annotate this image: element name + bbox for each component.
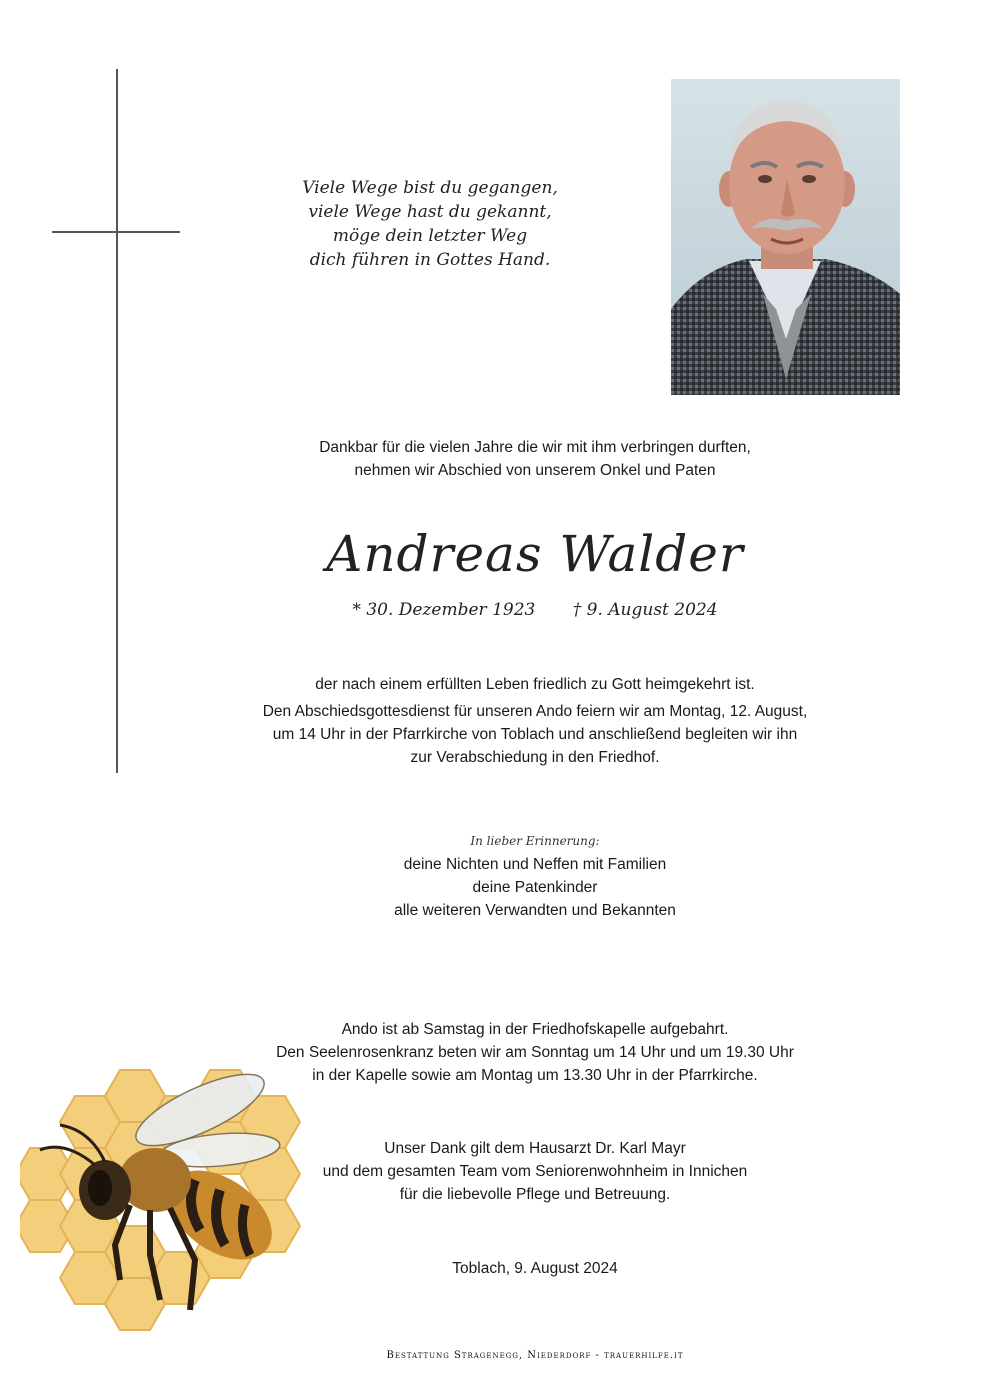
poem bbox=[200, 176, 660, 272]
intro-line: nehmen wir Abschied von unserem Onkel und Paten bbox=[354, 462, 716, 479]
death-date: † 9. August 2024 bbox=[572, 600, 718, 620]
mourner-line: deine Nichten und Neffen mit Familien bbox=[403, 856, 667, 873]
bee-honeycomb-illustration bbox=[20, 1030, 330, 1340]
cross-vertical-line bbox=[116, 69, 118, 773]
announcement-line: um 14 Uhr in der Pfarrkirche von Toblach und anschließend begleiten wir ihn bbox=[272, 726, 798, 743]
wake-line: Ando ist ab Samstag in der Friedhofskapelle aufgebahrt. bbox=[341, 1021, 729, 1038]
deceased-name: Andreas Walder bbox=[326, 525, 744, 583]
announcement-line: zur Verabschiedung in den Friedhof. bbox=[410, 749, 660, 766]
funeral-home-footer: Bestattung Stragenegg, Niederdorf - trauerhilfe.it bbox=[386, 1350, 684, 1361]
mourner-line: alle weiteren Verwandten und Bekannten bbox=[394, 902, 676, 919]
life-dates bbox=[160, 600, 910, 620]
wake-line: in der Kapelle sowie am Montag um 13.30 Uhr in der Pfarrkirche. bbox=[312, 1067, 758, 1084]
intro-text bbox=[160, 436, 910, 482]
poem-line: dich führen in Gottes Hand. bbox=[309, 250, 551, 270]
cross-horizontal-line bbox=[52, 231, 180, 233]
announcement-text bbox=[160, 673, 910, 769]
poem-line: möge dein letzter Weg bbox=[332, 226, 528, 246]
wake-line: Den Seelenrosenkranz beten wir am Sonntag um 14 Uhr und um 19.30 Uhr bbox=[276, 1044, 794, 1061]
poem-line: Viele Wege bist du gegangen, bbox=[302, 178, 558, 198]
memory-section bbox=[160, 830, 910, 922]
portrait-photo bbox=[671, 79, 900, 395]
announcement-line: der nach einem erfüllten Leben friedlich zu Gott heimgekehrt ist. bbox=[315, 676, 755, 693]
birth-date: * 30. Dezember 1923 bbox=[352, 600, 536, 620]
thanks-line: für die liebevolle Pflege und Betreuung. bbox=[399, 1186, 671, 1203]
mourner-line: deine Patenkinder bbox=[472, 879, 598, 896]
thanks-line: Unser Dank gilt dem Hausarzt Dr. Karl Mayr bbox=[384, 1140, 686, 1157]
announcement-line: Den Abschiedsgottesdienst für unseren Ando feiern wir am Montag, 12. August, bbox=[262, 703, 808, 720]
intro-line: Dankbar für die vielen Jahre die wir mit ihm verbringen durften, bbox=[319, 439, 751, 456]
poem-line: viele Wege hast du gekannt, bbox=[308, 202, 552, 222]
memory-heading: In lieber Erinnerung: bbox=[470, 834, 600, 848]
place-date: Toblach, 9. August 2024 bbox=[452, 1260, 618, 1277]
thanks-line: und dem gesamten Team vom Seniorenwohnheim in Innichen bbox=[322, 1163, 748, 1180]
